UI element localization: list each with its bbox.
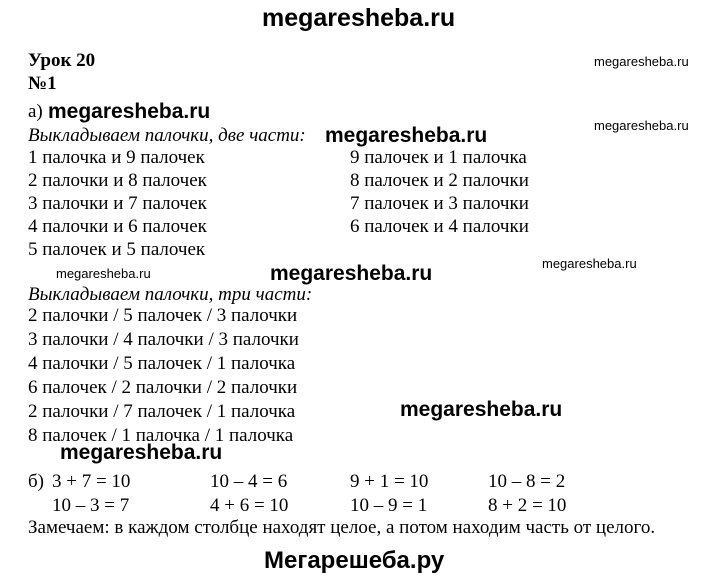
two-parts-left-5: 5 палочек и 5 палочек: [28, 239, 206, 260]
three-parts-row-5: 2 палочки / 7 палочек / 1 палочка: [28, 401, 296, 422]
equation-r2-c3: 10 – 9 = 1: [350, 495, 428, 516]
three-parts-row-4: 6 палочек / 2 палочки / 2 палочки: [28, 377, 298, 398]
equation-r1-c1: 3 + 7 = 10: [52, 471, 131, 492]
site-header: megaresheba.ru: [262, 4, 456, 32]
site-footer: Мегарешеба.ру: [264, 547, 445, 574]
watermark: megaresheba.ru: [542, 256, 637, 271]
three-parts-row-1: 2 палочки / 5 палочек / 3 палочки: [28, 305, 298, 326]
equation-r2-c4: 8 + 2 = 10: [488, 495, 567, 516]
watermark: megaresheba.ru: [60, 441, 223, 464]
two-parts-right-4: 6 палочек и 4 палочки: [350, 216, 529, 237]
watermark: megaresheba.ru: [48, 100, 211, 123]
watermark: megaresheba.ru: [56, 266, 151, 281]
watermark: megaresheba.ru: [270, 262, 433, 285]
watermark: megaresheba.ru: [594, 118, 689, 133]
equation-r2-c1: 10 – 3 = 7: [52, 495, 130, 516]
part-a-label: а): [28, 101, 43, 122]
three-parts-row-6: 8 палочек / 1 палочка / 1 палочка: [28, 425, 294, 446]
two-parts-right-1: 9 палочек и 1 палочка: [350, 147, 527, 168]
task-number: №1: [28, 73, 57, 94]
two-parts-heading: Выкладываем палочки, две части:: [28, 125, 306, 146]
two-parts-left-4: 4 палочки и 6 палочек: [28, 216, 207, 237]
three-parts-row-2: 3 палочки / 4 палочки / 3 палочки: [28, 329, 299, 350]
equation-r1-c3: 9 + 1 = 10: [350, 471, 429, 492]
part-b-label: б): [28, 471, 44, 492]
equation-r1-c2: 10 – 4 = 6: [210, 471, 288, 492]
conclusion-text: Замечаем: в каждом столбце находят целое, а потом находим часть от целого.: [28, 517, 656, 538]
two-parts-right-3: 7 палочек и 3 палочки: [350, 193, 529, 214]
equation-r1-c4: 10 – 8 = 2: [488, 471, 566, 492]
two-parts-left-2: 2 палочки и 8 палочек: [28, 170, 207, 191]
three-parts-heading: Выкладываем палочки, три части:: [28, 284, 313, 305]
two-parts-right-2: 8 палочек и 2 палочки: [350, 170, 529, 191]
equation-r2-c2: 4 + 6 = 10: [210, 495, 289, 516]
three-parts-row-3: 4 палочки / 5 палочек / 1 палочка: [28, 353, 296, 374]
watermark: megaresheba.ru: [400, 398, 563, 421]
watermark: megaresheba.ru: [325, 124, 488, 147]
lesson-title: Урок 20: [28, 50, 96, 71]
two-parts-left-1: 1 палочка и 9 палочек: [28, 147, 205, 168]
two-parts-left-3: 3 палочки и 7 палочек: [28, 193, 207, 214]
watermark: megaresheba.ru: [594, 54, 689, 69]
